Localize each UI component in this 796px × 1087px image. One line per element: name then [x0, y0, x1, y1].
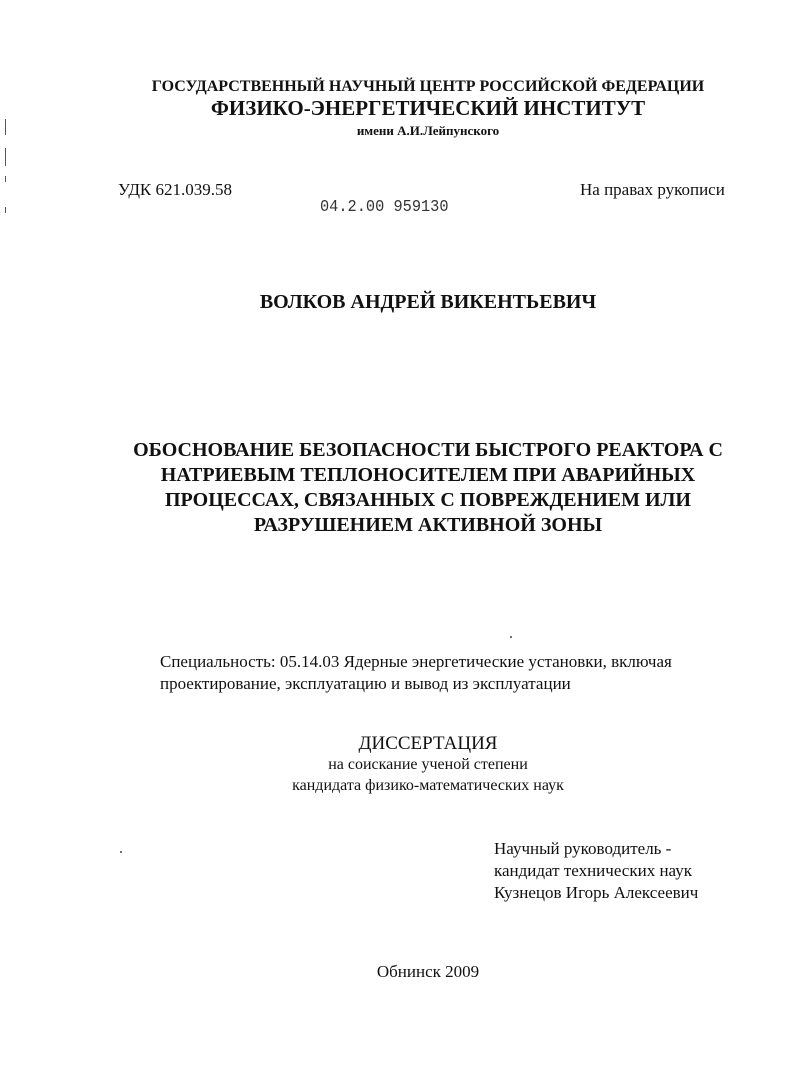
- registration-stamp: 04.2.00 959130: [320, 198, 449, 217]
- rights-notice: На правах рукописи: [580, 180, 725, 199]
- scan-dot-2: [510, 636, 512, 638]
- specialty-line-1: Специальность: 05.14.03 Ядерные энергетические установки, включая: [160, 652, 672, 671]
- title-line: ПРОЦЕССАХ, СВЯЗАННЫХ С ПОВРЕЖДЕНИЕМ ИЛИ: [165, 489, 691, 511]
- title-line: РАЗРУШЕНИЕМ АКТИВНОЙ ЗОНЫ: [253, 514, 603, 536]
- author-name: ВОЛКОВ АНДРЕЙ ВИКЕНТЬЕВИЧ: [259, 291, 597, 313]
- scan-mark-3: [5, 176, 6, 182]
- supervisor-line-3: Кузнецов Игорь Алексеевич: [494, 883, 699, 902]
- scan-mark-4: [5, 207, 6, 213]
- title-line: НАТРИЕВЫМ ТЕПЛОНОСИТЕЛЕМ ПРИ АВАРИЙНЫХ: [160, 464, 696, 486]
- degree-line-1: на соискание ученой степени: [328, 756, 528, 773]
- dissertation-title: [30, 438, 796, 538]
- scan-mark-1: [5, 119, 6, 135]
- degree-line-2: кандидата физико-математических наук: [292, 777, 564, 794]
- title-line: ОБОСНОВАНИЕ БЕЗОПАСНОСТИ БЫСТРОГО РЕАКТОРА С: [133, 439, 723, 461]
- scan-mark-2: [5, 148, 6, 166]
- specialty-block: [160, 651, 672, 695]
- supervisor-line-2: кандидат технических наук: [494, 861, 692, 880]
- organization-line-1: ГОСУДАРСТВЕННЫЙ НАУЧНЫЙ ЦЕНТР РОССИЙСКОЙ ФЕДЕРАЦИИ: [151, 78, 705, 95]
- supervisor-block: [494, 838, 698, 904]
- udk-code: УДК 621.039.58: [118, 180, 233, 199]
- scan-dot-1: [120, 851, 122, 853]
- dissertation-heading: ДИССЕРТАЦИЯ: [358, 733, 498, 754]
- specialty-line-2: проектирование, эксплуатацию и вывод из эксплуатации: [160, 674, 571, 693]
- supervisor-line-1: Научный руководитель -: [494, 839, 672, 858]
- city-year: Обнинск 2009: [376, 962, 480, 981]
- organization-line-2: ФИЗИКО-ЭНЕРГЕТИЧЕСКИЙ ИНСТИТУТ: [210, 96, 646, 120]
- organization-line-3: имени А.И.Лейпунского: [356, 123, 500, 138]
